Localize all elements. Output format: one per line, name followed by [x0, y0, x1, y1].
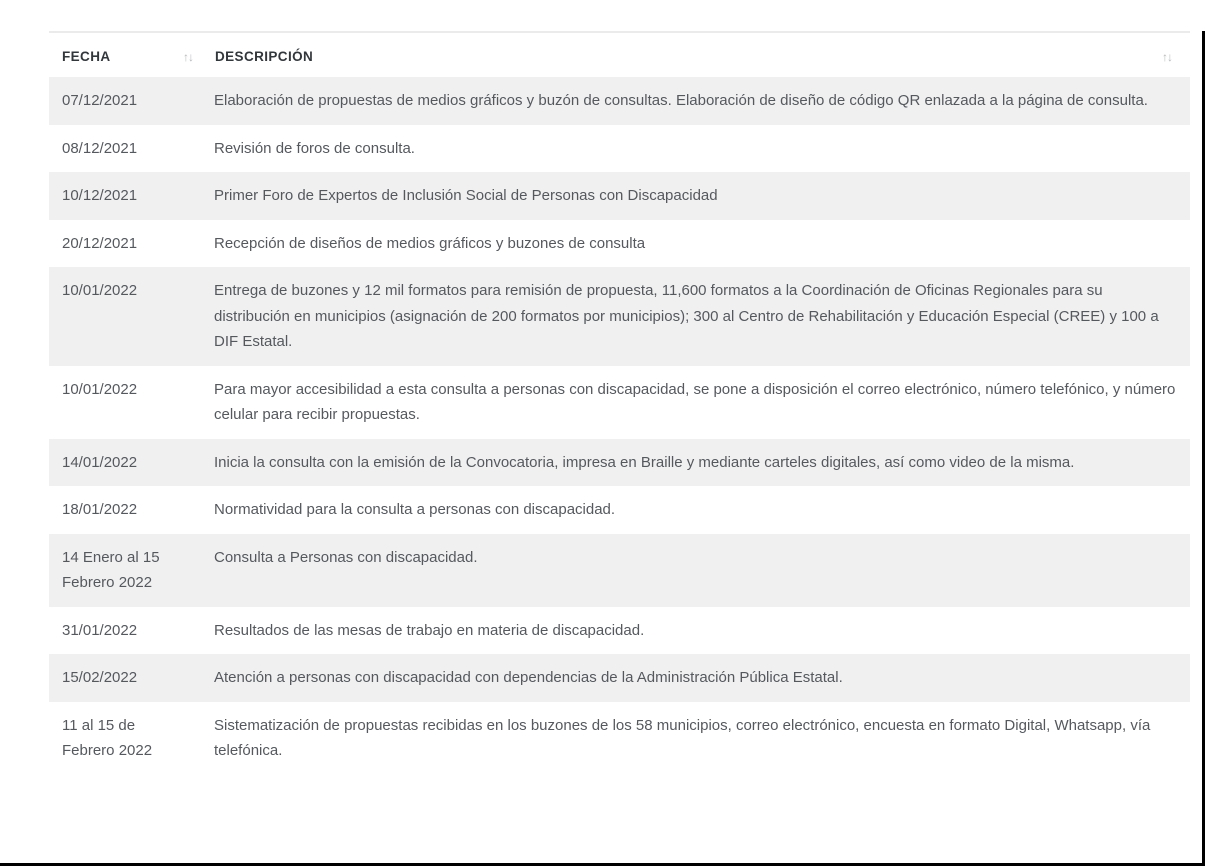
descripcion-cell: Revisión de foros de consulta.	[214, 139, 415, 157]
descripcion-cell: Para mayor accesibilidad a esta consulta a personas con discapacidad, se pone a disposición el correo electrónico, número telefónico, y número celular para recibir propuestas.	[214, 380, 1176, 423]
fecha-cell: 14/01/2022	[62, 453, 138, 471]
descripcion-cell: Primer Foro de Expertos de Inclusión Social de Personas con Discapacidad	[214, 187, 718, 204]
fecha-cell: 10/01/2022	[62, 380, 138, 398]
fecha-cell: 11 al 15 de Febrero 2022	[62, 716, 153, 759]
descripcion-cell: Normatividad para la consulta a personas con discapacidad.	[214, 501, 616, 518]
descripcion-cell: Atención a personas con discapacidad con dependencias de la Administración Pública Estatal.	[214, 669, 843, 686]
table-row	[49, 654, 1190, 702]
column-header-fecha[interactable]	[49, 33, 202, 77]
descripcion-cell: Consulta a Personas con discapacidad.	[214, 548, 478, 566]
table-row	[49, 486, 1190, 534]
table-row	[49, 267, 1190, 366]
table-row	[49, 702, 1190, 775]
table-row	[49, 77, 1190, 125]
fecha-cell: 08/12/2021	[62, 139, 138, 157]
fecha-cell: 18/01/2022	[62, 501, 138, 518]
table-body	[49, 77, 1190, 775]
descripcion-cell: Inicia la consulta con la emisión de la Convocatoria, impresa en Braille y mediante carteles digitales, así como video de la misma.	[214, 453, 1075, 471]
column-header-descripcion[interactable]	[202, 33, 1190, 77]
table-row	[49, 607, 1190, 655]
table-row	[49, 125, 1190, 173]
descripcion-cell: Elaboración de propuestas de medios gráficos y buzón de consultas. Elaboración de diseño de código QR enlazada a la página de consulta.	[214, 92, 1148, 109]
descripcion-cell: Entrega de buzones y 12 mil formatos para remisión de propuesta, 11,600 formatos a la Coordinación de Oficinas Regionales para su distribución en municipios (asignación de 200 formatos por municipios); 300 al Centro de Rehabilitación y Educación Especial (CREE) y 100 a DIF Estatal.	[214, 282, 1159, 350]
fecha-cell: 14 Enero al 15 Febrero 2022	[62, 548, 160, 591]
descripcion-cell: Resultados de las mesas de trabajo en materia de discapacidad.	[214, 621, 645, 639]
descripcion-header-label: DESCRIPCIÓN	[215, 49, 314, 64]
schedule-table	[49, 33, 1190, 775]
fecha-cell: 31/01/2022	[62, 621, 138, 639]
data-table-container	[49, 31, 1190, 775]
fecha-cell: 20/12/2021	[62, 234, 138, 252]
sort-icon[interactable]: ↑↓	[1162, 50, 1172, 64]
table-row	[49, 366, 1190, 439]
fecha-cell: 07/12/2021	[62, 92, 138, 109]
sort-icon[interactable]: ↑↓	[183, 50, 193, 64]
table-row	[49, 172, 1190, 220]
table-row	[49, 439, 1190, 487]
fecha-cell: 15/02/2022	[62, 669, 138, 686]
descripcion-cell: Sistematización de propuestas recibidas en los buzones de los 58 municipios, correo electrónico, encuesta en formato Digital, Whatsapp, vía telefónica.	[214, 716, 1151, 759]
fecha-header-label: FECHA	[62, 49, 111, 64]
header-row	[49, 33, 1190, 77]
fecha-cell: 10/01/2022	[62, 282, 138, 299]
table-row	[49, 220, 1190, 268]
table-row	[49, 534, 1190, 607]
descripcion-cell: Recepción de diseños de medios gráficos y buzones de consulta	[214, 234, 646, 252]
table-header	[49, 33, 1190, 77]
fecha-cell: 10/12/2021	[62, 187, 138, 204]
